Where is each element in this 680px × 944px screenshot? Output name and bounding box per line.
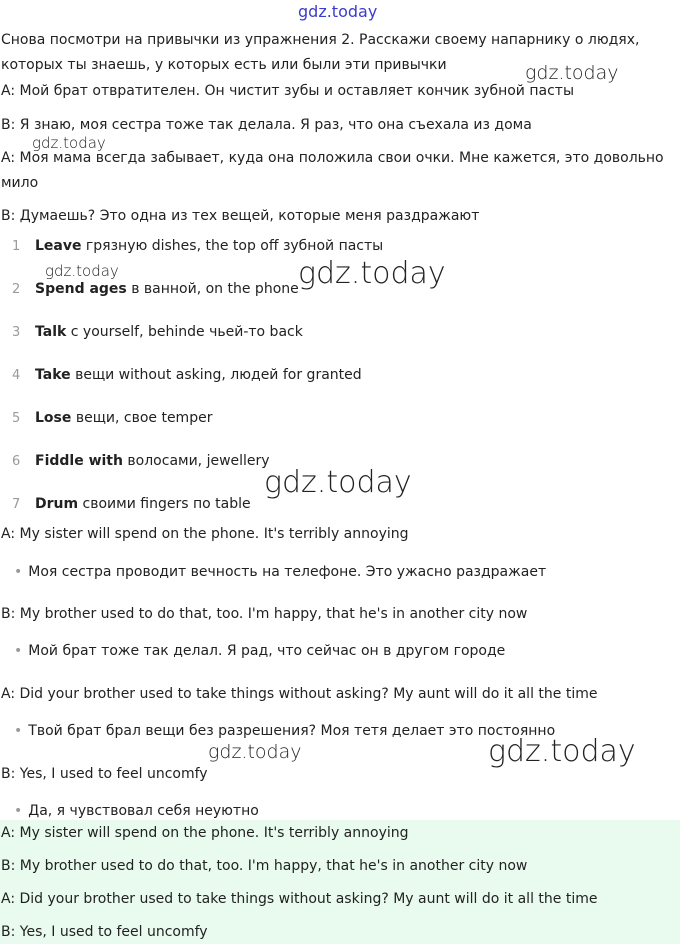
- habit-verb: Drum: [35, 496, 79, 512]
- habit-verb: Talk: [35, 324, 67, 340]
- habit-number: 3: [12, 325, 21, 340]
- translation-item: [14, 643, 505, 659]
- habit-verb: Take: [35, 367, 71, 383]
- answer-line: B: My brother used to do that, too. I'm happy, that he's in another city now: [1, 858, 528, 874]
- habit-number: 4: [12, 368, 21, 383]
- answer-line: A: Did your brother used to take things without asking? My aunt will do it all the time: [1, 891, 598, 907]
- bullet-icon: •: [14, 564, 23, 580]
- habit-item: [35, 281, 299, 297]
- answer-line: A: My sister will spend on the phone. It's terribly annoying: [1, 825, 409, 841]
- translation-item: [14, 723, 555, 739]
- watermark: gdz.today: [488, 734, 636, 769]
- intro-line-2: которых ты знаешь, у которых есть или были эти привычки: [1, 57, 447, 73]
- habit-number: 1: [12, 239, 21, 254]
- habit-verb: Fiddle with: [35, 453, 123, 469]
- translation-item: [14, 803, 259, 819]
- watermark: gdz.today: [298, 256, 446, 291]
- watermark: gdz.today: [525, 62, 619, 84]
- watermark: gdz.today: [45, 262, 119, 280]
- dialog-en-line: B: Yes, I used to feel uncomfy: [1, 766, 208, 782]
- watermark: gdz.today: [208, 741, 302, 763]
- translation-text: Моя сестра проводит вечность на телефоне. Это ужасно раздражает: [28, 564, 547, 580]
- habit-text: грязную dishes, the top off зубной пасты: [81, 238, 384, 254]
- translation-text: Мой брат тоже так делал. Я рад, что сейчас он в другом городе: [28, 643, 506, 659]
- site-logo: gdz.today: [298, 2, 378, 21]
- habit-verb: Spend ages: [35, 281, 127, 297]
- habit-item: [35, 410, 212, 426]
- habit-text: в ванной, on the phone: [126, 281, 299, 297]
- answer-line: B: Yes, I used to feel uncomfy: [1, 924, 208, 940]
- translation-text: Твой брат брал вещи без разрешения? Моя тетя делает это постоянно: [28, 723, 556, 739]
- bullet-icon: •: [14, 643, 23, 659]
- habit-item: [35, 496, 251, 512]
- dialog-ru-line: A: Мой брат отвратителен. Он чистит зубы и оставляет кончик зубной пасты: [1, 83, 574, 99]
- habit-text: своими fingers по table: [78, 496, 251, 512]
- habit-item: [35, 367, 362, 383]
- habit-text: вещи without asking, людей for granted: [70, 367, 362, 383]
- habit-text: волосами, jewellery: [122, 453, 270, 469]
- translation-item: [14, 564, 546, 580]
- dialog-ru-line: мило: [1, 175, 39, 191]
- watermark: gdz.today: [264, 465, 412, 500]
- dialog-ru-line: B: Я знаю, моя сестра тоже так делала. Я раз, что она съехала из дома: [1, 117, 532, 133]
- translation-text: Да, я чувствовал себя неуютно: [28, 803, 259, 819]
- dialog-ru-line: B: Думаешь? Это одна из тех вещей, которые меня раздражают: [1, 208, 480, 224]
- habit-text: с yourself, behinde чьей-то back: [66, 324, 303, 340]
- intro-line-1: Снова посмотри на привычки из упражнения 2. Расскажи своему напарнику о людях,: [1, 32, 640, 48]
- dialog-en-line: A: Did your brother used to take things without asking? My aunt will do it all the time: [1, 686, 598, 702]
- bullet-icon: •: [14, 803, 23, 819]
- bullet-icon: •: [14, 723, 23, 739]
- habit-item: [35, 238, 383, 254]
- watermark: gdz.today: [32, 134, 106, 152]
- dialog-en-line: A: My sister will spend on the phone. It's terribly annoying: [1, 526, 409, 542]
- dialog-ru-line: A: Моя мама всегда забывает, куда она положила свои очки. Мне кажется, это довольно: [1, 150, 664, 166]
- habit-verb: Lose: [35, 410, 72, 426]
- habit-item: [35, 324, 303, 340]
- habit-number: 5: [12, 411, 21, 426]
- habit-verb: Leave: [35, 238, 82, 254]
- habit-item: [35, 453, 270, 469]
- dialog-en-line: B: My brother used to do that, too. I'm happy, that he's in another city now: [1, 606, 528, 622]
- habit-number: 2: [12, 282, 21, 297]
- habit-text: вещи, свое temper: [71, 410, 213, 426]
- habit-number: 6: [12, 454, 21, 469]
- habit-number: 7: [12, 497, 21, 512]
